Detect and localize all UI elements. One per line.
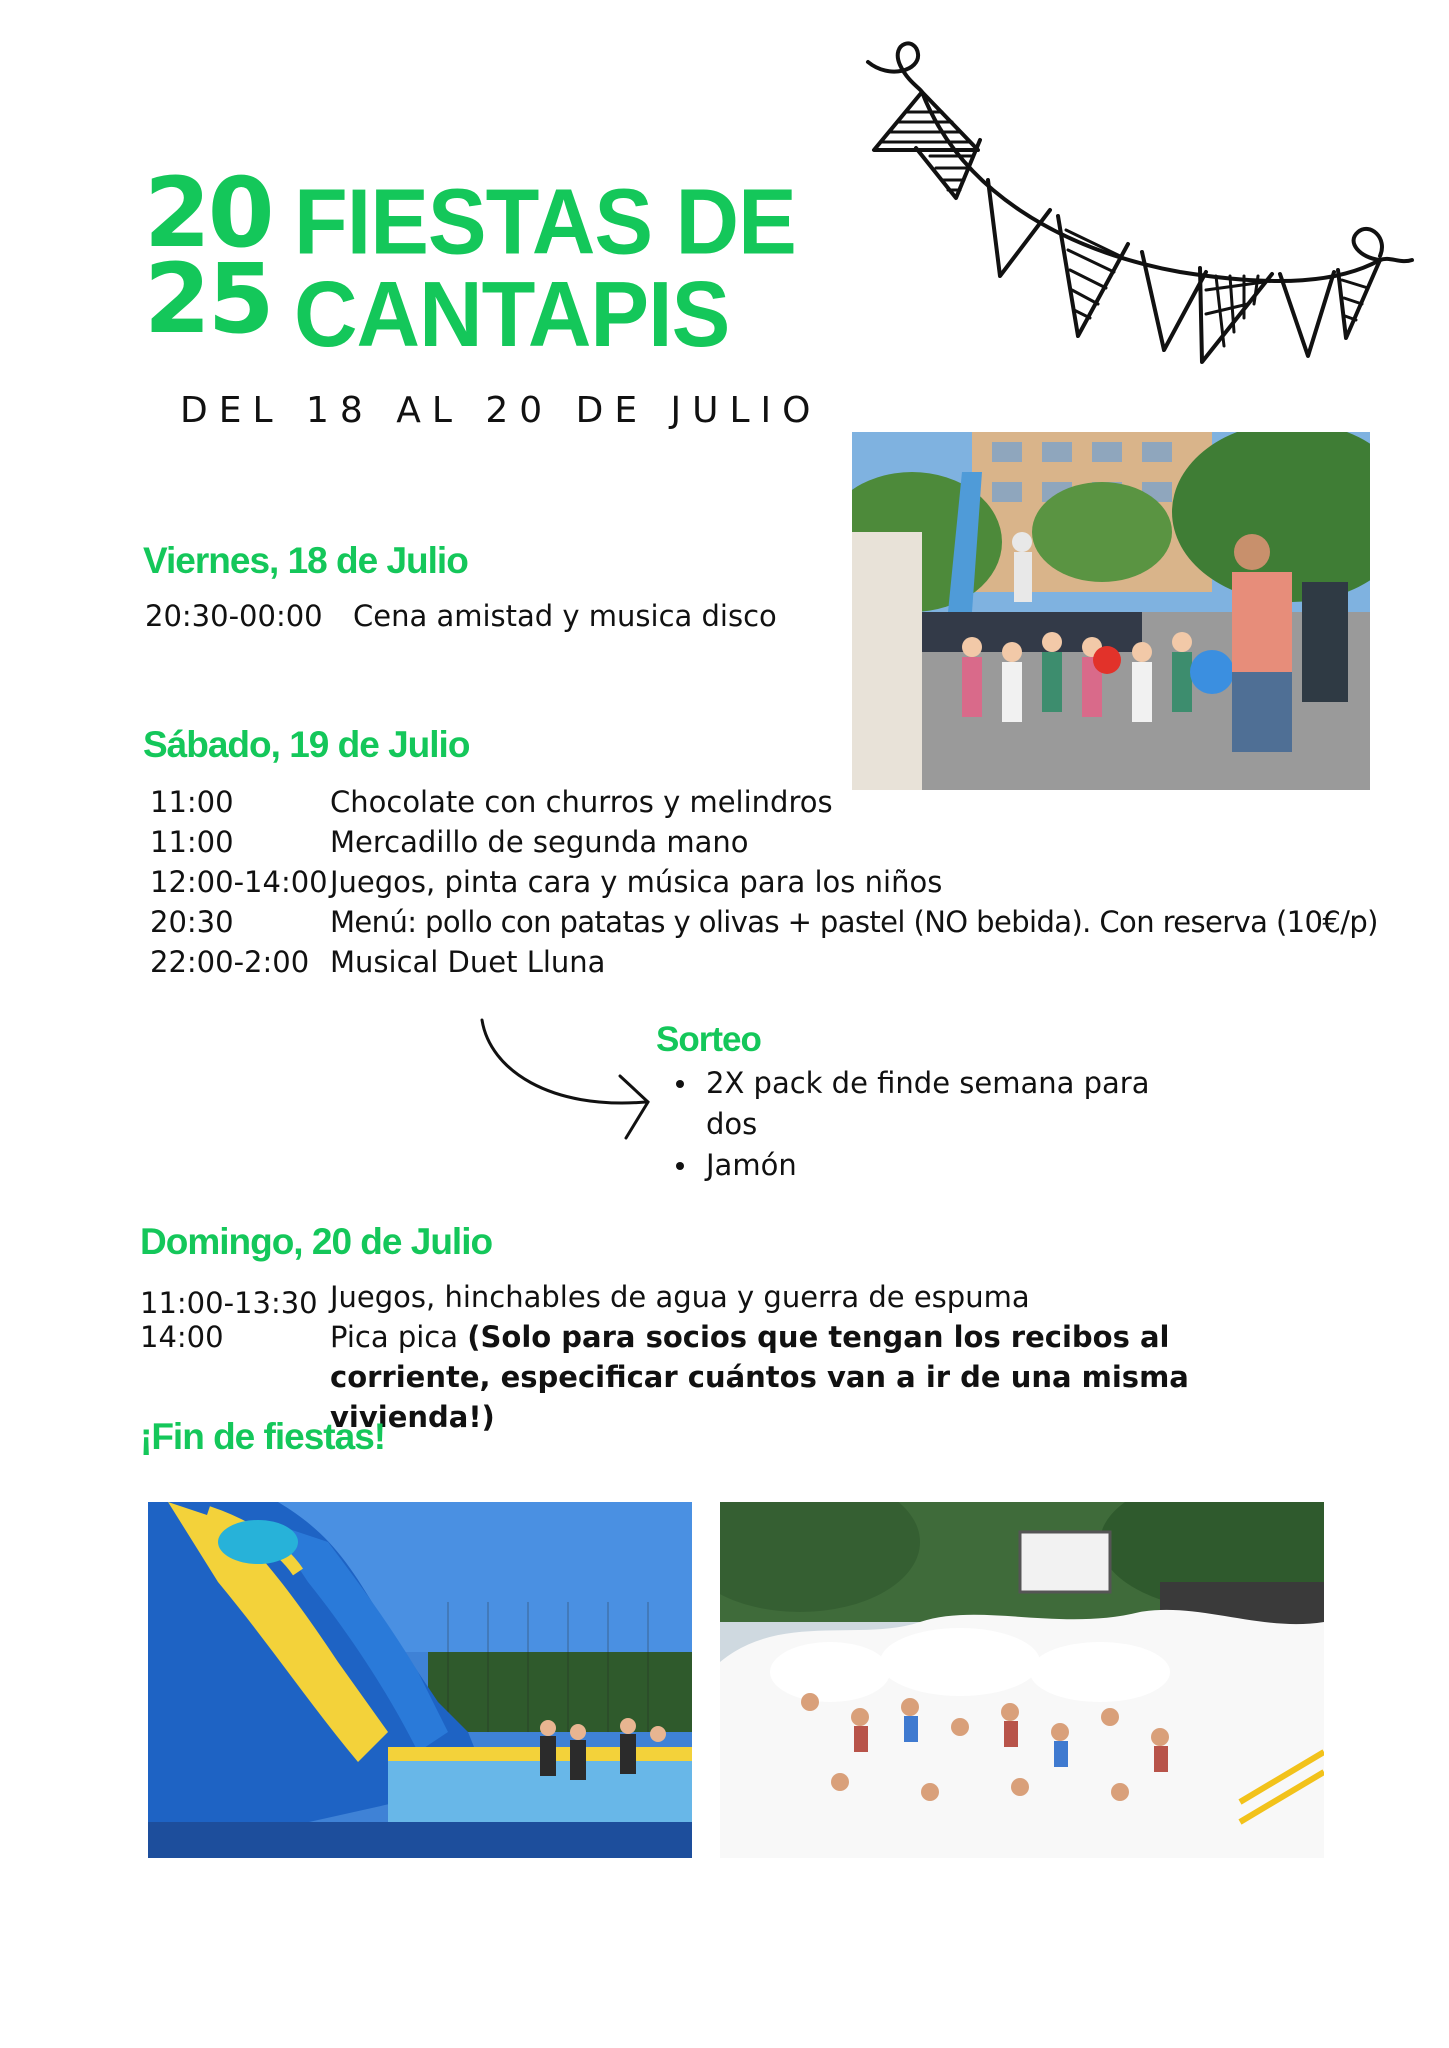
item-time: 11:00-13:30	[140, 1286, 318, 1320]
heading-sorteo: Sorteo	[656, 1020, 761, 1059]
list-item	[150, 942, 1440, 982]
event-dates: DEL 18 AL 20 DE JULIO	[180, 390, 822, 431]
sabado-list	[150, 782, 1440, 982]
item-time: 22:00-2:00	[150, 945, 310, 979]
domingo-list	[140, 1277, 1440, 1434]
year-label	[144, 157, 272, 355]
list-item: 2X pack de finde semana para dos	[662, 1063, 1182, 1145]
list-item	[150, 862, 1440, 902]
photo-foam-party	[720, 1502, 1324, 1858]
item-desc: Menú: pollo con patatas y olivas + pastel (NO bebida). Con reserva (10€/p)	[330, 905, 1378, 939]
arrow-icon	[470, 1010, 660, 1150]
heading-sabado: Sábado, 19 de Julio	[143, 724, 470, 765]
photo-water-slide	[148, 1502, 692, 1858]
item-desc	[330, 1317, 1310, 1437]
item-desc: Juegos, hinchables de agua y guerra de espuma	[330, 1280, 1030, 1314]
heading-fin-de-fiestas: ¡Fin de fiestas!	[140, 1416, 386, 1457]
title-line-1: FIESTAS DE	[294, 169, 796, 274]
bunting-decoration	[860, 20, 1420, 380]
year-bottom: 25	[144, 243, 272, 355]
list-item	[140, 1277, 1440, 1321]
item-time: 11:00	[150, 785, 234, 819]
sorteo-list	[662, 1063, 1182, 1186]
viernes-item	[145, 596, 845, 636]
item-desc: Mercadillo de segunda mano	[330, 825, 749, 859]
photo-street-party	[852, 432, 1370, 790]
list-item	[150, 782, 1440, 822]
item-desc-lead: Pica pica	[330, 1320, 459, 1354]
item-time: 20:30-00:00	[145, 599, 323, 633]
item-time: 12:00-14:00	[150, 865, 328, 899]
page-title	[294, 169, 796, 367]
heading-domingo: Domingo, 20 de Julio	[140, 1221, 493, 1262]
item-time: 11:00	[150, 825, 234, 859]
title-line-2: CANTAPIS	[294, 262, 730, 367]
item-time: 20:30	[150, 905, 234, 939]
year-top: 20	[144, 157, 272, 269]
list-item	[140, 1320, 1440, 1434]
item-desc: Chocolate con churros y melindros	[330, 785, 833, 819]
heading-viernes: Viernes, 18 de Julio	[143, 540, 468, 581]
item-desc: Musical Duet Lluna	[330, 945, 606, 979]
list-item: Jamón	[662, 1145, 1182, 1186]
item-desc: Juegos, pinta cara y música para los niños	[330, 865, 943, 899]
list-item	[150, 902, 1440, 942]
item-desc: Cena amistad y musica disco	[353, 599, 777, 633]
list-item	[150, 822, 1440, 862]
item-time: 14:00	[140, 1320, 224, 1354]
item-desc-note: (Solo para socios que tengan los recibos al corriente, especificar cuántos van a ir de una misma vivienda!)	[330, 1320, 1189, 1434]
